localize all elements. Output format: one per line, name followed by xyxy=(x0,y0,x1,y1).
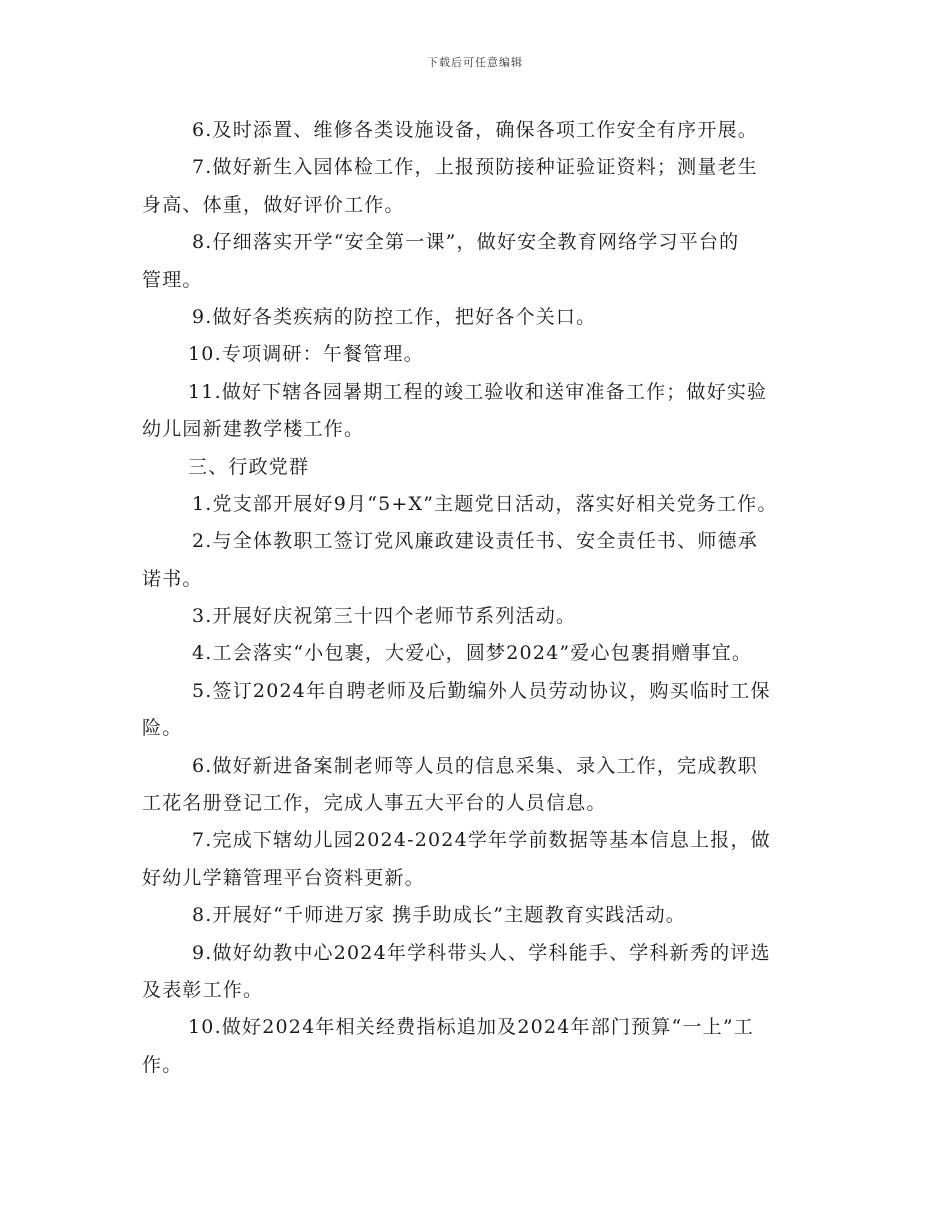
paragraph-line: 9.做好各类疾病的防控工作，把好各个关口。 xyxy=(192,305,597,328)
document-body xyxy=(142,112,822,1084)
paragraph-line: 工花名册登记工作，完成人事五大平台的人员信息。 xyxy=(142,792,607,815)
paragraph-line: 诺书。 xyxy=(142,567,203,590)
paragraph-line: 险。 xyxy=(142,717,183,740)
paragraph-line: 3.开展好庆祝第三十四个老师节系列活动。 xyxy=(192,605,577,628)
paragraph-line: 10.做好2024年相关经费指标追加及2024年部门预算“一上”工 xyxy=(188,1016,754,1039)
paragraph-line: 6.做好新进备案制老师等人员的信息采集、录入工作，完成教职 xyxy=(192,754,758,777)
paragraph-line: 8.开展好“千师进万家 携手助成长”主题教育实践活动。 xyxy=(192,904,686,927)
paragraph-line: 身高、体重，做好评价工作。 xyxy=(142,193,405,216)
section-heading: 三、行政党群 xyxy=(188,455,310,478)
paragraph-line: 9.做好幼教中心2024年学科带头人、学科能手、学科新秀的评选 xyxy=(192,941,771,964)
paragraph-line: 6.及时添置、维修各类设施设备，确保各项工作安全有序开展。 xyxy=(192,119,758,141)
page-header: 下载后可任意编辑 xyxy=(427,56,523,69)
paragraph-line: 幼儿园新建教学楼工作。 xyxy=(142,418,365,441)
paragraph-line: 10.专项调研：午餐管理。 xyxy=(188,343,424,366)
paragraph-line: 2.与全体教职工签订党风廉政建设责任书、安全责任书、师德承 xyxy=(192,530,758,553)
paragraph-line: 及表彰工作。 xyxy=(142,978,264,1001)
paragraph-line: 好幼儿学籍管理平台资料更新。 xyxy=(142,866,425,889)
paragraph-line: 管理。 xyxy=(142,268,203,291)
paragraph-line: 4.工会落实“小包裹，大爱心，圆梦2024”爱心包裹捐赠事宜。 xyxy=(192,642,753,665)
paragraph-line: 7.完成下辖幼儿园2024-2024学年学前数据等基本信息上报，做 xyxy=(192,829,771,852)
paragraph-line: 作。 xyxy=(142,1053,183,1076)
paragraph-line: 5.签订2024年自聘老师及后勤编外人员劳动协议，购买临时工保 xyxy=(192,679,771,702)
paragraph-line: 7.做好新生入园体检工作，上报预防接种证验证资料；测量老生 xyxy=(192,156,758,179)
paragraph-line: 1.党支部开展好9月“5+X”主题党日活动，落实好相关党务工作。 xyxy=(192,492,778,515)
paragraph-line: 8.仔细落实开学“安全第一课”，做好安全教育网络学习平台的 xyxy=(192,231,740,254)
paragraph-line: 11.做好下辖各园暑期工程的竣工验收和送审准备工作；做好实验 xyxy=(188,380,768,403)
